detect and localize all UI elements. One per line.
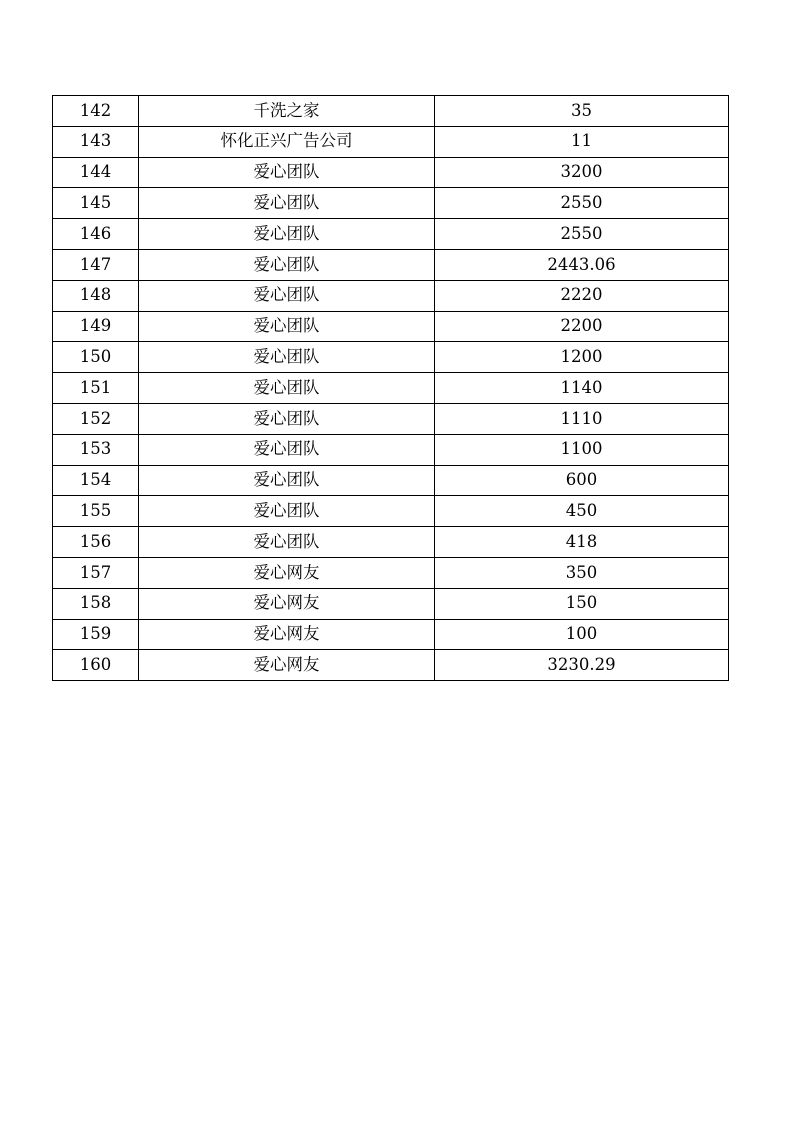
table-row xyxy=(53,157,729,188)
donor-name-cell: 爱心网友 xyxy=(139,619,435,650)
amount-cell: 418 xyxy=(435,527,729,558)
donor-name-cell: 爱心团队 xyxy=(139,373,435,404)
donation-table xyxy=(52,95,729,681)
row-number-cell: 158 xyxy=(53,588,139,619)
row-number-cell: 150 xyxy=(53,342,139,373)
amount-cell: 2550 xyxy=(435,188,729,219)
row-number-cell: 143 xyxy=(53,126,139,157)
amount-cell: 1110 xyxy=(435,403,729,434)
amount-cell: 3230.29 xyxy=(435,650,729,681)
table-row xyxy=(53,96,729,127)
table-row xyxy=(53,619,729,650)
donor-name-cell: 千洗之家 xyxy=(139,96,435,127)
amount-cell: 2550 xyxy=(435,219,729,250)
table-row xyxy=(53,588,729,619)
row-number-cell: 148 xyxy=(53,280,139,311)
row-number-cell: 153 xyxy=(53,434,139,465)
donor-name-cell: 爱心团队 xyxy=(139,311,435,342)
amount-cell: 11 xyxy=(435,126,729,157)
row-number-cell: 151 xyxy=(53,373,139,404)
row-number-cell: 146 xyxy=(53,219,139,250)
donor-name-cell: 爱心团队 xyxy=(139,434,435,465)
donor-name-cell: 爱心网友 xyxy=(139,588,435,619)
table-row xyxy=(53,650,729,681)
donor-name-cell: 怀化正兴广告公司 xyxy=(139,126,435,157)
amount-cell: 1100 xyxy=(435,434,729,465)
table-row xyxy=(53,465,729,496)
row-number-cell: 149 xyxy=(53,311,139,342)
table-row xyxy=(53,126,729,157)
table-row xyxy=(53,249,729,280)
row-number-cell: 157 xyxy=(53,557,139,588)
table-row xyxy=(53,403,729,434)
donor-name-cell: 爱心团队 xyxy=(139,280,435,311)
table-row xyxy=(53,219,729,250)
row-number-cell: 152 xyxy=(53,403,139,434)
table-row xyxy=(53,373,729,404)
row-number-cell: 154 xyxy=(53,465,139,496)
donor-name-cell: 爱心团队 xyxy=(139,157,435,188)
row-number-cell: 159 xyxy=(53,619,139,650)
amount-cell: 1140 xyxy=(435,373,729,404)
donor-name-cell: 爱心团队 xyxy=(139,496,435,527)
donation-table-body xyxy=(53,96,729,681)
amount-cell: 3200 xyxy=(435,157,729,188)
amount-cell: 2200 xyxy=(435,311,729,342)
donor-name-cell: 爱心团队 xyxy=(139,342,435,373)
amount-cell: 150 xyxy=(435,588,729,619)
row-number-cell: 142 xyxy=(53,96,139,127)
donor-name-cell: 爱心团队 xyxy=(139,219,435,250)
donor-name-cell: 爱心团队 xyxy=(139,188,435,219)
amount-cell: 100 xyxy=(435,619,729,650)
donor-name-cell: 爱心网友 xyxy=(139,557,435,588)
donor-name-cell: 爱心网友 xyxy=(139,650,435,681)
amount-cell: 1200 xyxy=(435,342,729,373)
table-row xyxy=(53,434,729,465)
donor-name-cell: 爱心团队 xyxy=(139,527,435,558)
row-number-cell: 160 xyxy=(53,650,139,681)
amount-cell: 450 xyxy=(435,496,729,527)
row-number-cell: 147 xyxy=(53,249,139,280)
amount-cell: 2220 xyxy=(435,280,729,311)
amount-cell: 350 xyxy=(435,557,729,588)
table-row xyxy=(53,311,729,342)
amount-cell: 35 xyxy=(435,96,729,127)
row-number-cell: 155 xyxy=(53,496,139,527)
table-row xyxy=(53,342,729,373)
amount-cell: 600 xyxy=(435,465,729,496)
row-number-cell: 156 xyxy=(53,527,139,558)
row-number-cell: 145 xyxy=(53,188,139,219)
donor-name-cell: 爱心团队 xyxy=(139,403,435,434)
donor-name-cell: 爱心团队 xyxy=(139,249,435,280)
row-number-cell: 144 xyxy=(53,157,139,188)
table-row xyxy=(53,557,729,588)
amount-cell: 2443.06 xyxy=(435,249,729,280)
table-row xyxy=(53,496,729,527)
table-row xyxy=(53,527,729,558)
table-row xyxy=(53,188,729,219)
donor-name-cell: 爱心团队 xyxy=(139,465,435,496)
table-row xyxy=(53,280,729,311)
